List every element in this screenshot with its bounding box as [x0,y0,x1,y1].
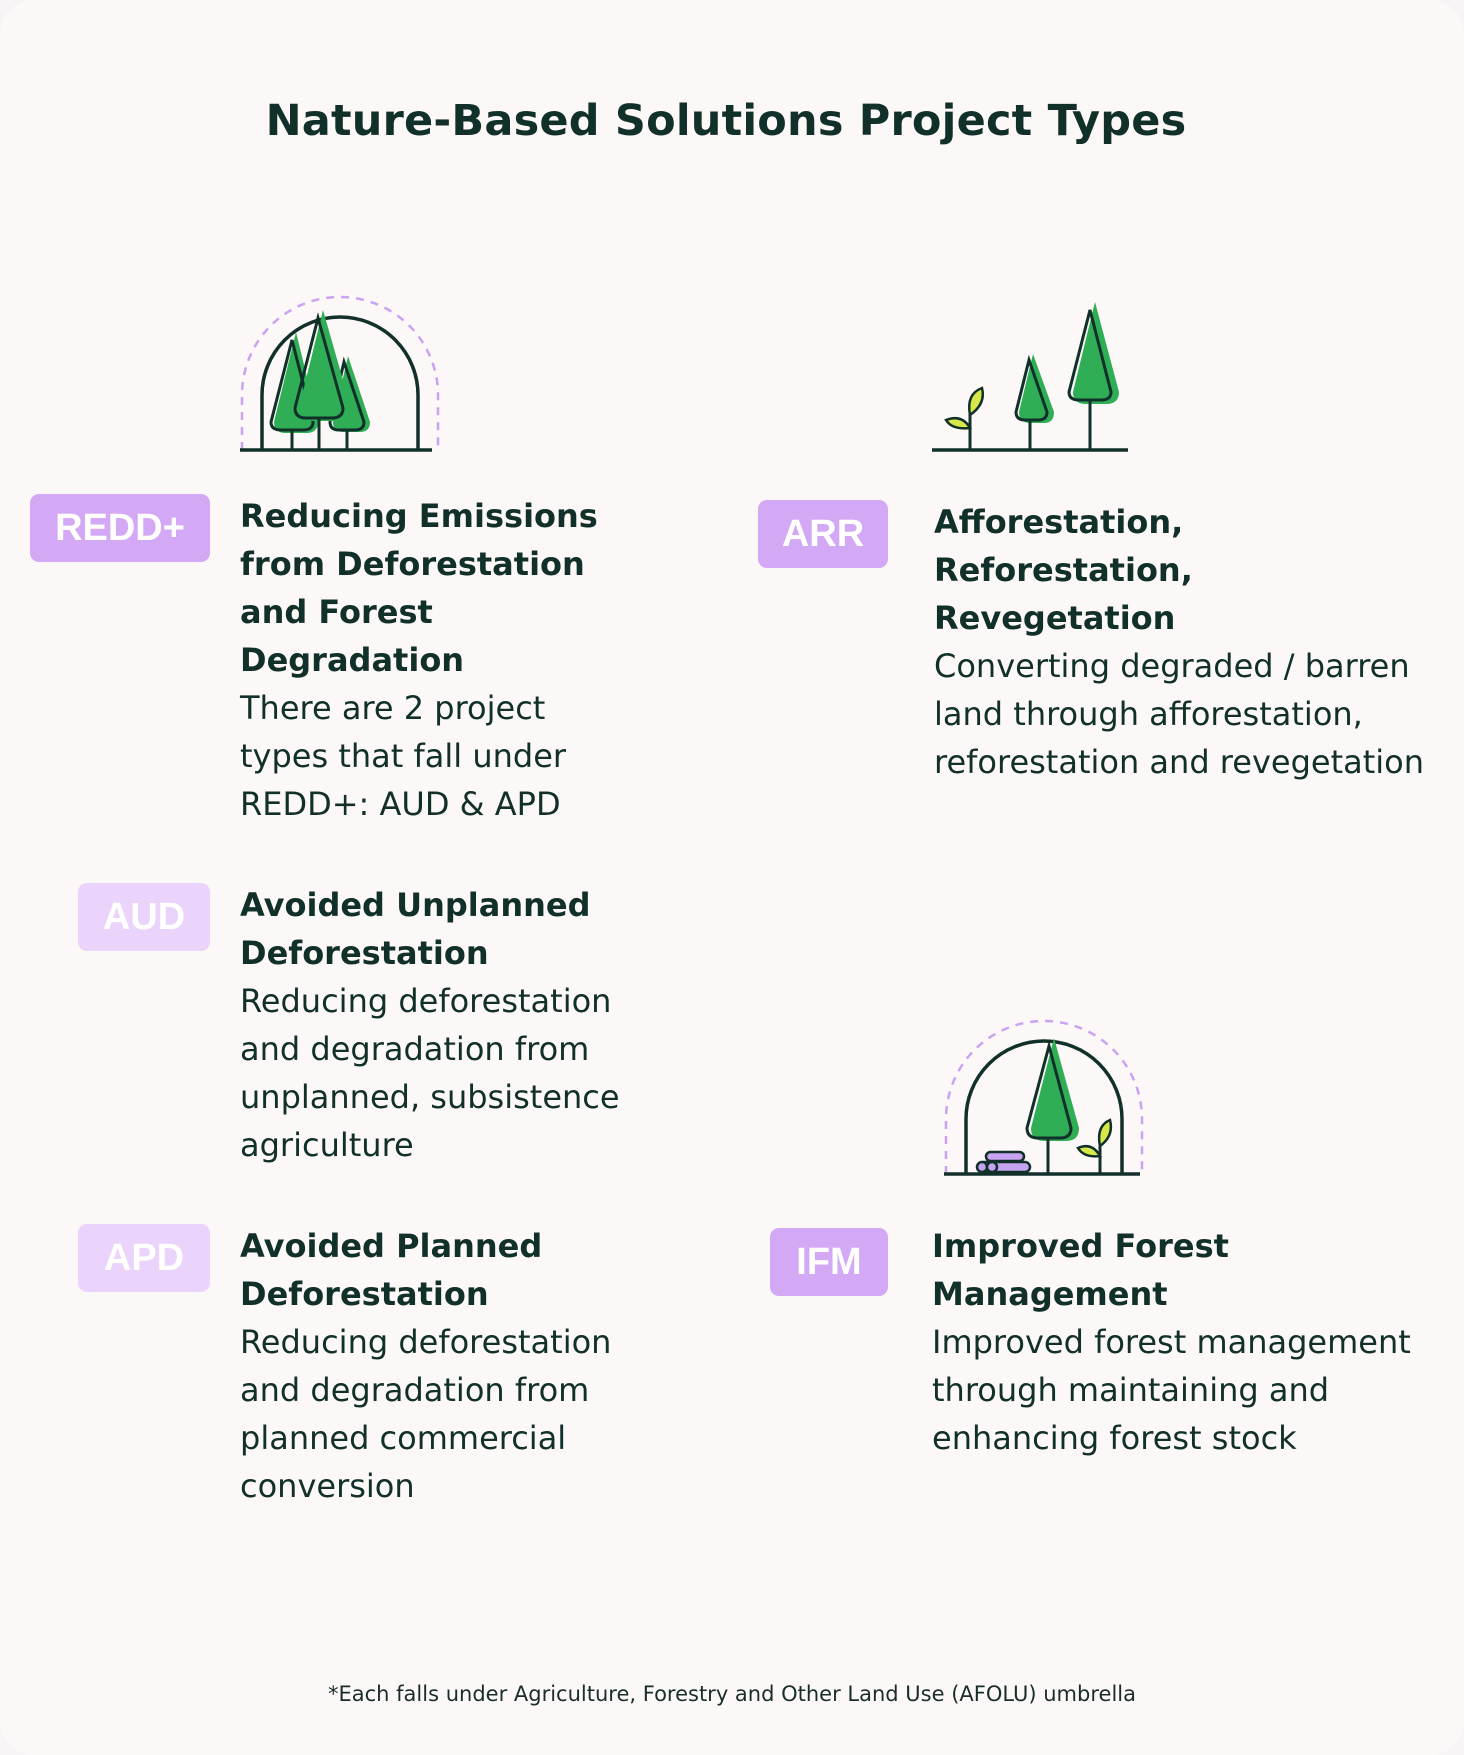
aud-text [240,881,660,1169]
redd-badge: REDD+ [30,494,210,562]
aud-description: Reducing deforestation and degradation from unplanned, subsistence agriculture [240,982,620,1164]
ifm-heading: Improved Forest Management [932,1227,1229,1313]
redd-description: There are 2 project types that fall under REDD+: AUD & APD [240,689,567,823]
apd-text [240,1222,660,1510]
aud-badge: AUD [78,883,210,951]
arr-text [934,498,1424,786]
arr-description: Converting degraded / barren land through afforestation, reforestation and revegetation [934,647,1425,781]
apd-heading: Avoided Planned Deforestation [240,1227,543,1313]
arr-badge: ARR [758,500,888,568]
aud-heading: Avoided Unplanned Deforestation [240,886,591,972]
redd-heading: Reducing Emissions from Deforestation and Forest Degradation [240,497,598,679]
apd-description: Reducing deforestation and degradation from planned commercial conversion [240,1323,612,1505]
redd-text [240,492,640,828]
ifm-description: Improved forest management through maintaining and enhancing forest stock [932,1323,1411,1457]
apd-badge: APD [78,1224,210,1292]
growing-trees-icon [930,300,1130,460]
ifm-text [932,1222,1422,1462]
footnote: *Each falls under Agriculture, Forestry and Other Land Use (AFOLU) umbrella [328,1682,1136,1706]
page-title: Nature-Based Solutions Project Types [265,96,1187,146]
ifm-badge: IFM [770,1228,888,1296]
forest-dome-icon [236,290,452,460]
managed-forest-icon [940,1014,1156,1184]
arr-heading: Afforestation, Reforestation, Revegetation [934,503,1193,637]
